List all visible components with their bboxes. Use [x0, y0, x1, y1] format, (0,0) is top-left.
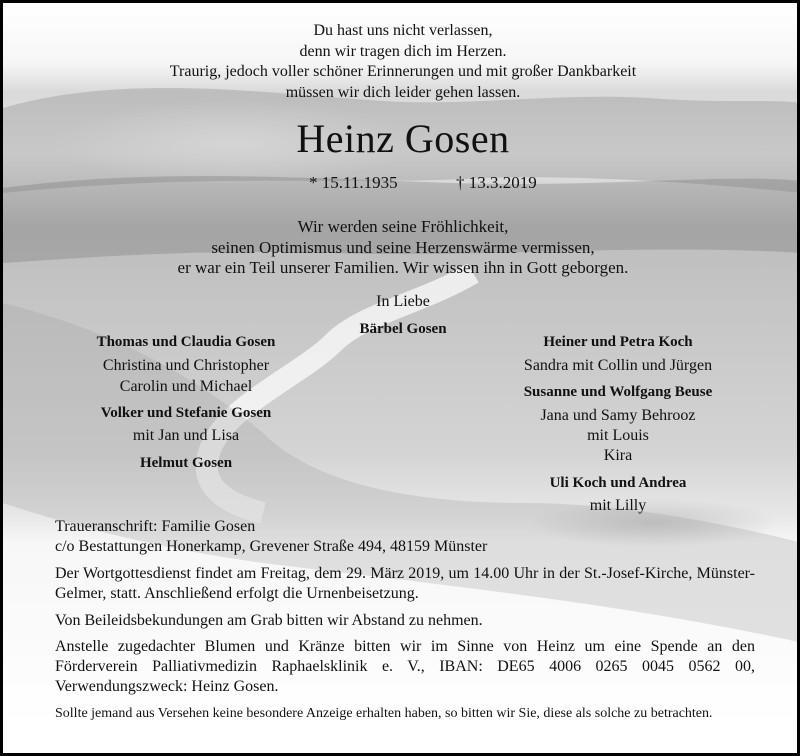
- spouse-name: Bärbel Gosen: [359, 321, 447, 337]
- family-head: Helmut Gosen: [139, 455, 233, 471]
- family-member-line: Sandra mit Collin und Jürgen: [523, 357, 713, 374]
- family-member-line: mit Louis: [587, 427, 649, 444]
- family-head: Susanne und Wolfgang Beuse: [523, 384, 713, 400]
- family-head: Heiner und Petra Koch: [543, 334, 693, 350]
- tribute-line: Wir werden seine Fröhlichkeit,: [297, 217, 509, 236]
- footnote: Sollte jemand aus Versehen keine besondere Anzeige erhalten haben, so bitten wir Sie, diese als solche zu betrachten.: [55, 706, 713, 721]
- family-member-line: mit Jan und Lisa: [132, 427, 240, 444]
- service-notice: Der Wortgottesdienst findet am Freitag, dem 29. März 2019, um 14.00 Uhr in der St.-Josef-Kirche, Münster-Gelmer, statt. Anschließend erfolgt die Urnenbeisetzung.: [55, 565, 755, 602]
- verse-line: Du hast uns nicht verlassen,: [313, 22, 493, 39]
- family-member-line: Jana und Samy Behrooz: [540, 407, 696, 424]
- donation-notice: Anstelle zugedachter Blumen und Kränze bitten wir im Sinne von Heinz um eine Spende an den Förderverein Palliativmedizin Raphaelsklinik e. V., IBAN: DE65 4006 0265 0045 0562 00, Verwendungszweck: Heinz Gosen.: [55, 638, 755, 695]
- family-member-line: mit Lilly: [589, 497, 647, 514]
- family-member-line: Carolin und Michael: [119, 378, 253, 395]
- family-head: Uli Koch und Andrea: [549, 475, 687, 491]
- family-member-line: Christina und Christopher: [102, 357, 270, 374]
- verse: [153, 21, 653, 103]
- verse-line: denn wir tragen dich im Herzen.: [299, 42, 507, 60]
- condolence-notice: Von Beileidsbekundungen am Grab bitten wir Abstand zu nehmen.: [55, 612, 483, 629]
- family-member-line: Kira: [603, 447, 633, 464]
- tribute: [103, 217, 703, 279]
- tribute-line: seinen Optimismus und seine Herzenswärme vermissen,: [211, 237, 595, 257]
- family-head: Volker und Stefanie Gosen: [100, 405, 272, 421]
- mourning-address: c/o Bestattungen Honerkamp, Grevener Straße 494, 48159 Münster: [55, 538, 488, 555]
- death-date: † 13.3.2019: [456, 173, 537, 192]
- family-head: Thomas und Claudia Gosen: [96, 334, 276, 350]
- deceased-name: Heinz Gosen: [296, 116, 510, 161]
- in-love-intro: In Liebe: [376, 293, 430, 310]
- verse-line: müssen wir dich leider gehen lassen.: [285, 83, 521, 101]
- verse-line: Traurig, jedoch voller schöner Erinnerungen und mit großer Dankbarkeit: [169, 63, 637, 80]
- birth-date: * 15.11.1935: [309, 173, 398, 192]
- tribute-line: er war ein Teil unserer Familien. Wir wissen ihn in Gott geborgen.: [177, 258, 629, 277]
- mourning-address-label: Traueranschrift: Familie Gosen: [55, 518, 256, 535]
